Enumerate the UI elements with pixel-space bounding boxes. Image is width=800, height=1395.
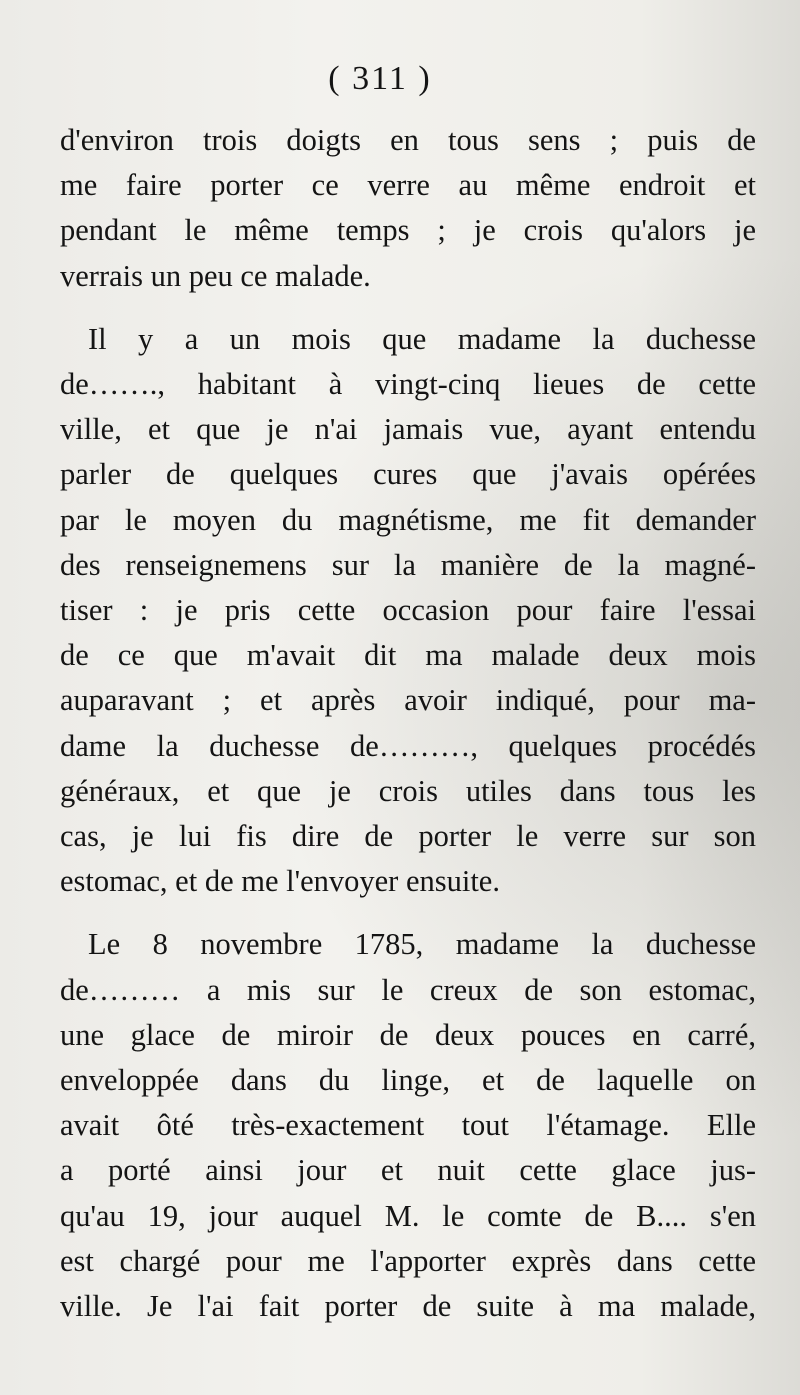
text-line: estomac, et de me l'envoyer ensuite. (60, 864, 500, 899)
paragraph-1 (60, 118, 756, 299)
text-line: des renseignemens sur la manière de la magné- (60, 547, 756, 582)
text-line: me faire porter ce verre au même endroit et (60, 168, 756, 203)
text-line: de ce que m'avait dit ma malade deux mois (60, 638, 756, 673)
text-line: ville, et que je n'ai jamais vue, ayant entendu (60, 412, 756, 447)
text-line: pendant le même temps ; je crois qu'alors je (60, 213, 756, 248)
text-line: cas, je lui fis dire de porter le verre sur son (60, 819, 756, 854)
text-line: de……., habitant à vingt-cinq lieues de cette (60, 367, 756, 402)
text-line: a porté ainsi jour et nuit cette glace jus- (60, 1153, 756, 1188)
text-line: parler de quelques cures que j'avais opérées (60, 457, 756, 492)
paragraph-3 (60, 922, 756, 1329)
paragraph-2 (60, 317, 756, 905)
text-line: ville. Je l'ai fait porter de suite à ma malade, (60, 1289, 756, 1324)
text-line: verrais un peu ce malade. (60, 258, 371, 293)
text-line: est chargé pour me l'apporter exprès dans cette (60, 1243, 756, 1278)
text-line: Il y a un mois que madame la duchesse (88, 321, 756, 356)
text-line: de……… a mis sur le creux de son estomac, (60, 972, 756, 1007)
text-line: qu'au 19, jour auquel M. le comte de B.... s'en (60, 1198, 756, 1233)
text-line: par le moyen du magnétisme, me fit demander (60, 502, 756, 537)
body-text (60, 118, 756, 1329)
text-line: Le 8 novembre 1785, madame la duchesse (88, 927, 756, 962)
text-line: tiser : je pris cette occasion pour faire l'essai (60, 593, 756, 628)
text-line: une glace de miroir de deux pouces en carré, (60, 1017, 756, 1052)
text-line: généraux, et que je crois utiles dans tous les (60, 773, 756, 808)
text-line: auparavant ; et après avoir indiqué, pour ma- (60, 683, 756, 718)
text-line: dame la duchesse de………, quelques procédés (60, 728, 756, 763)
text-line: d'environ trois doigts en tous sens ; puis de (60, 123, 756, 157)
page-number: ( 311 ) (328, 60, 432, 97)
text-line: enveloppée dans du linge, et de laquelle on (60, 1063, 756, 1098)
text-line: avait ôté très-exactement tout l'étamage. Elle (60, 1108, 756, 1143)
